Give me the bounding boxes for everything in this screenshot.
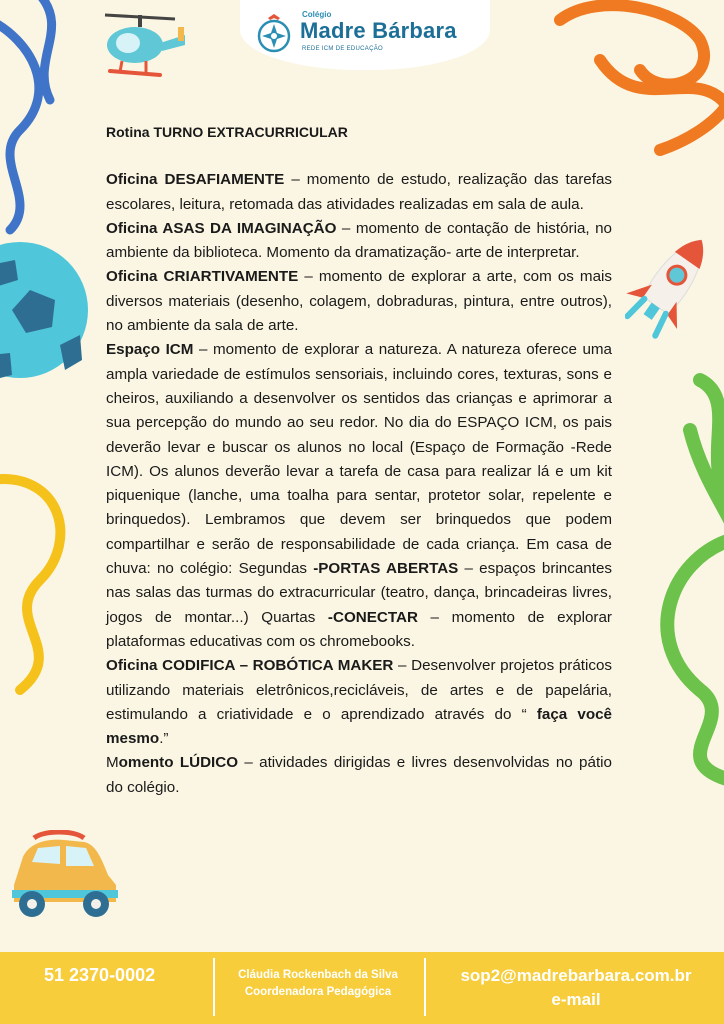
workshop-description: – momento de explorar a natureza. A natureza oferece uma ampla variedade de estímulos sensoriais, incluindo cores, texturas, sons e cheiros, auxiliando a desenvolver os sentidos das crianças e aprimorar a sua percepção do mundo ao seu redor. No dia do ESPAÇO ICM, os pais deverão levar e buscar os alunos no local (Espaço de Formação -Rede ICM). Os alunos deverão levar a tarefa de casa para realizar lá e um kit piquenique (lanche, uma toalha para sentar, protetor solar, repelente e brinquedos). Lembramos que devem ser brinquedos que podem compartilhar e serão de responsabilidade de cada criança. Em casa de chuva: no colégio: Segundas (106, 341, 612, 578)
workshop-name: omento LÚDICO (118, 754, 239, 772)
paragraph-asas-da-imaginacao (106, 217, 612, 266)
logo-subtitle: REDE ICM DE EDUCAÇÃO (302, 46, 384, 52)
workshop-name-initial: M (106, 754, 119, 772)
workshop-name: Espaço ICM (106, 341, 194, 359)
footer-contact (226, 967, 410, 1001)
workshop-description: – momento de explorar a arte, com os mais diversos materiais (desenho, colagem, dobraduras, pintura, entre outros), no ambiente da sala de arte. (106, 268, 612, 335)
closing-quote: .” (159, 730, 169, 748)
footer-bar (0, 952, 724, 1024)
logo-name: Madre Bárbara (300, 18, 457, 43)
paragraph-momento-ludico (106, 751, 612, 800)
paragraph-espaco-icm (106, 338, 612, 654)
yellow-scribble (0, 479, 60, 690)
rocket-icon (625, 225, 715, 345)
soccer-ball-icon (0, 235, 90, 385)
workshop-description: – momento de estudo, realização das tarefas escolares, leitura, retomada das atividades realizadas em sala de aula. (106, 171, 612, 213)
portas-abertas-description: – espaços brincantes nas salas das turmas do extracurricular (teatro, dança, brincadeiras livres, jogos de montar...) Quartas (106, 560, 613, 626)
paragraph-desafiamente (106, 168, 612, 217)
workshop-description: – momento de contação de história, no ambiente da biblioteca. Momento da dramatização- arte de interpretar. (106, 219, 612, 262)
paragraph-codifica (106, 654, 612, 751)
workshop-description: – Desenvolver projetos práticos utilizando materiais eletrônicos,recicláveis, de artes e de papelária, estimulando a criatividade e o aprendizado através do “ (106, 657, 612, 723)
contact-role: Coordenadora Pedagógica (244, 986, 392, 998)
workshop-name: Oficina ASAS DA IMAGINAÇÃO (106, 219, 337, 237)
blue-scribble (0, 0, 52, 230)
footer-email-label: e-mail (551, 990, 601, 1009)
faca-voce-mesmo: faça você mesmo (106, 705, 612, 748)
car-icon (4, 830, 124, 920)
footer-divider (424, 958, 426, 1016)
workshop-name: Oficina CRIARTIVAMENTE (106, 268, 299, 286)
logo-prefix: Colégio (302, 10, 332, 19)
footer-email-block (436, 964, 716, 1012)
contact-name: Cláudia Rockenbach da Silva (238, 969, 398, 981)
green-scribble (667, 380, 724, 780)
footer-divider (213, 958, 215, 1016)
paragraph-criartivamente (106, 265, 612, 338)
workshop-name: Oficina DESAFIAMENTE (106, 171, 285, 189)
workshop-description: – atividades dirigidas e livres desenvolvidas no pátio do colégio. (106, 754, 612, 796)
page-title: Rotina TURNO EXTRACURRICULAR (106, 124, 348, 140)
routine-document (106, 120, 612, 800)
footer-phone[interactable]: 51 2370-0002 (44, 965, 156, 985)
workshop-name: Oficina CODIFICA – ROBÓTICA MAKER (106, 657, 394, 675)
helicopter-icon (90, 5, 190, 85)
conectar-label: -CONECTAR (327, 608, 418, 626)
portas-abertas-label: -PORTAS ABERTAS (313, 560, 459, 578)
conectar-description: – momento de explorar plataformas educativas com os chromebooks. (106, 608, 612, 650)
school-emblem-icon (254, 14, 294, 54)
footer-email[interactable]: sop2@madrebarbara.com.br (460, 966, 692, 985)
